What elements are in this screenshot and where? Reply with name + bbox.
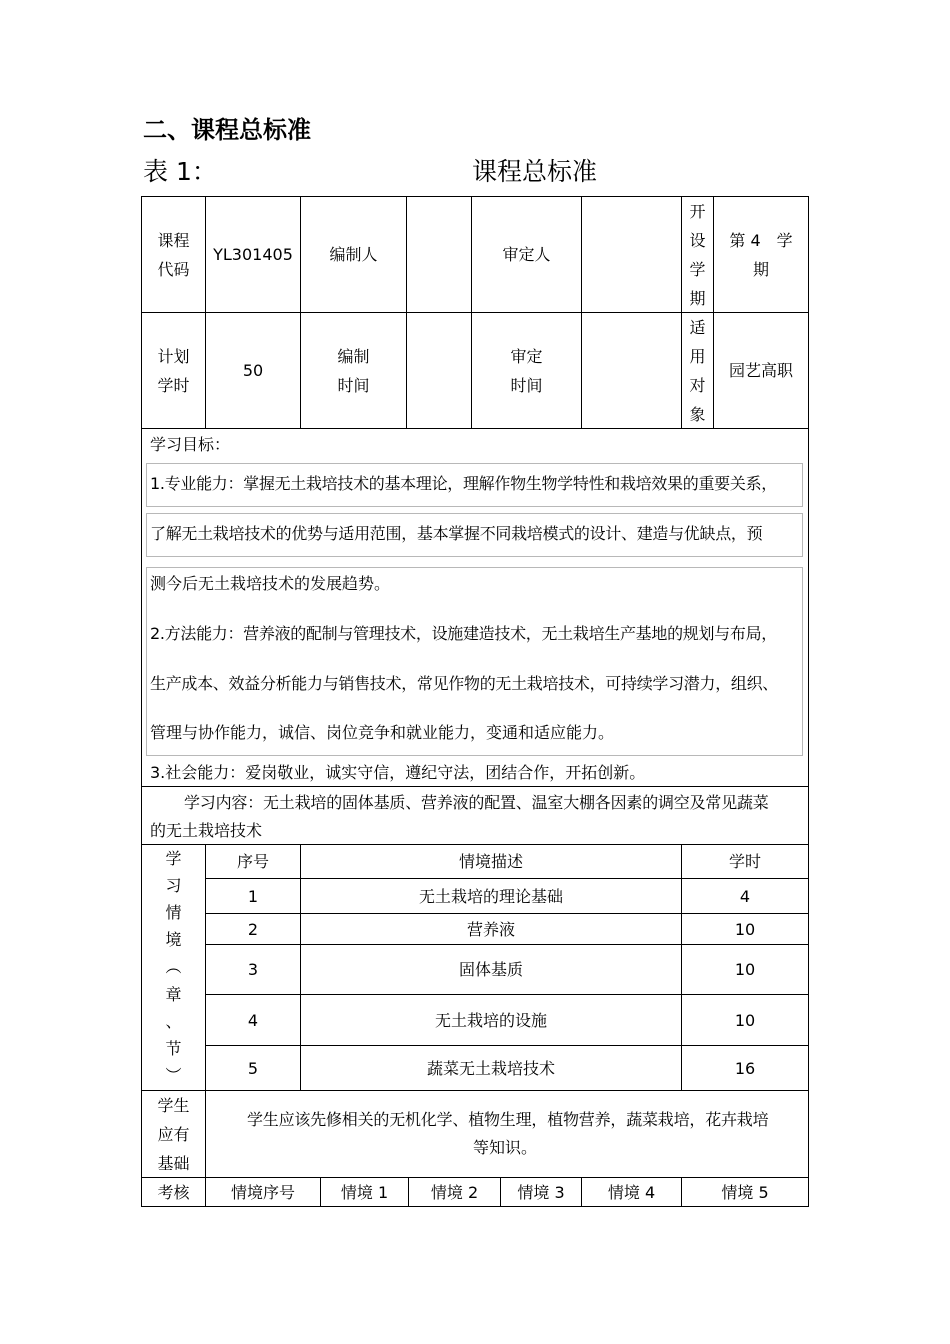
edit-time-value [407,313,471,428]
side-label-char: ︶ [165,1066,182,1086]
side-label-char: ︵ [165,957,182,977]
situation-hours: 10 [734,919,756,939]
prerequisite-line: 等知识。 [473,1138,538,1157]
situation-hours: 16 [734,1058,756,1078]
situation-desc: 固体基质 [458,960,523,979]
prerequisite-label: 学生 应有 基础 [157,1095,190,1173]
reviewer-value [582,197,681,312]
situation-hours: 10 [734,960,756,979]
situation-desc: 蔬菜无土栽培技术 [426,1058,555,1078]
term-label-char: 期 [689,289,706,308]
planned-hours-value: 50 [242,361,264,380]
audience-label [682,313,713,428]
term-label-char: 开 [689,202,706,221]
side-label-char: 学 [165,848,182,868]
prerequisite-line: 学生应该先修相关的无机化学、植物生理，植物营养，蔬菜栽培，花卉栽培 [247,1110,769,1129]
objective-line: 生产成本、效益分析能力与销售技术，常见作物的无土栽培技术，可持续学习潜力，组织、 [150,674,779,693]
side-label-char: 境 [165,930,182,950]
objective-line: 1.专业能力：掌握无土栽培技术的基本理论，理解作物生物学特性和栽培效果的重要关系， [150,474,777,493]
assessment-col: 情境 3 [517,1182,565,1202]
situation-desc: 无土栽培的设施 [434,1010,547,1030]
planned-hours-label: 计划 学时 [157,346,190,395]
table-title: 课程总标准 [472,157,598,186]
assessment-col: 情境序号 [230,1182,295,1202]
review-time-value [582,313,681,428]
side-label-char: 、 [165,1011,182,1031]
audience-label-char: 用 [689,347,706,366]
audience-label-char: 适 [689,318,706,337]
audience-label-char: 象 [689,405,706,424]
situation-no: 4 [247,1010,259,1030]
assessment-col: 情境 1 [340,1182,389,1202]
content-line: 的无土栽培技术 [150,821,263,840]
side-label-char: 情 [165,903,182,923]
objective-line: 2.方法能力：营养液的配制与管理技术，设施建造技术，无土栽培生产基地的规划与布局， [150,624,777,643]
audience-label-char: 对 [689,376,706,395]
objective-line: 3.社会能力：爱岗敬业，诚实守信，遵纪守法，团结合作，开拓创新。 [150,763,646,782]
column-header-no: 序号 [236,852,269,871]
edit-time-label: 编制 时间 [337,346,370,395]
objective-line: 测今后无土栽培技术的发展趋势。 [150,574,391,593]
course-code-value: YL301405 [213,245,293,264]
situation-hours: 10 [734,1010,756,1030]
side-label-char: 章 [165,984,182,1004]
column-header-hours: 学时 [728,852,761,871]
term-label-char: 设 [689,231,706,250]
editor-value [407,197,471,312]
situation-desc: 无土栽培的理论基础 [418,886,563,906]
column-header-desc: 情境描述 [458,852,523,871]
term-value: 第 4 学 期 [729,230,793,279]
objective-line: 管理与协作能力，诚信、岗位竞争和就业能力，变通和适应能力。 [150,723,615,742]
assessment-col: 情境 2 [430,1182,479,1202]
situation-no: 1 [247,886,259,906]
situation-no: 3 [247,960,259,979]
assessment-col: 情境 5 [721,1182,769,1202]
situation-hours: 4 [739,886,751,906]
objective-line: 了解无土栽培技术的优势与适用范围，基本掌握不同栽培模式的设计、建造与优缺点，预 [150,524,763,543]
situation-no: 5 [247,1058,259,1078]
review-time-label: 审定 时间 [510,346,543,395]
objectives-title: 学习目标： [150,435,231,454]
table-label: 表 1： [143,157,217,186]
situation-no: 2 [247,919,259,939]
assessment-col: 情境 4 [607,1182,656,1202]
side-label-char: 节 [165,1039,182,1059]
term-label-char: 学 [689,260,706,279]
section-heading: 二、课程总标准 [143,116,311,144]
editor-label: 编制人 [329,245,378,264]
reviewer-label: 审定人 [502,245,551,264]
content-line: 学习内容：无土栽培的固体基质、营养液的配置、温室大棚各因素的调空及常见蔬菜 [184,793,769,812]
situation-desc: 营养液 [466,919,515,939]
audience-value: 园艺高职 [728,361,793,380]
course-code-label: 课程 代码 [157,230,190,279]
term-label [682,197,713,312]
situations-side-label [142,845,205,1090]
assessment-label: 考核 [157,1182,190,1202]
side-label-char: 习 [165,875,182,895]
